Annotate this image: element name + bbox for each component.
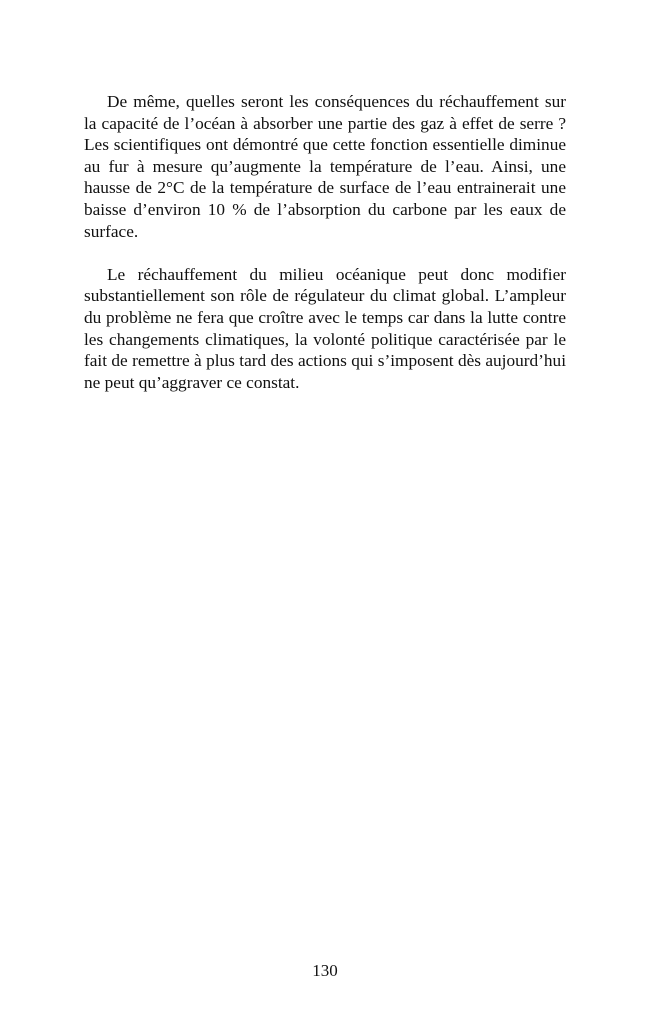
paragraph-2: Le réchauffement du milieu océanique peut donc modifier substantiellement son rôle de régulateur du climat global. L’ampleur du problème ne fera que croître avec le temps car dans la lutte contre les changements climatiques, la volonté politique caractérisée par le fait de remettre à plus tard des actions qui s’imposent dès aujourd’hui ne peut qu’aggraver ce constat. xyxy=(84,264,566,392)
body-text xyxy=(84,91,566,393)
paragraph-1: De même, quelles seront les conséquences du réchauffement sur la capacité de l’océan à absorber une partie des gaz à effet de serre ? Les scientifiques ont démontré que cette fonction essentielle diminue au fur à mesure qu’augmente la température de l’eau. Ainsi, une hausse de 2°C de la température de surface de l’eau entrainerait une baisse d’environ 10 % de l’absorption du carbone par les eaux de surface. xyxy=(84,92,566,241)
page-number: 130 xyxy=(312,961,338,980)
